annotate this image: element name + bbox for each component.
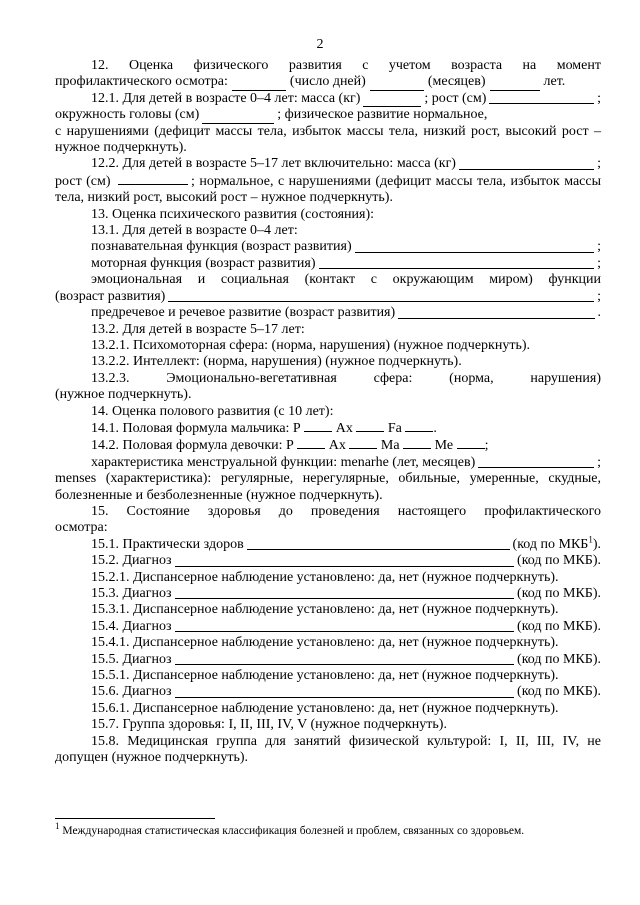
s12-line1: 12. Оценка физического развития с учетом возраста на момент	[91, 58, 601, 73]
diag4-row	[55, 619, 601, 635]
boy-ax-label: Ах	[335, 420, 353, 436]
girl-ax-blank	[349, 437, 377, 449]
boy-fa-blank	[405, 420, 433, 432]
diag5-blank	[175, 663, 515, 665]
girl-formula	[55, 437, 601, 454]
mkb-label: (код по МКБ).	[517, 618, 601, 634]
menarhe-row	[55, 455, 601, 471]
mkb-text: (код по МКБ	[512, 536, 589, 552]
period: .	[433, 420, 437, 436]
s12-line2	[55, 74, 601, 90]
girl-ma-label: Ма	[380, 438, 400, 454]
phys-dev-label: ; физическое развитие нормальное,	[277, 107, 488, 123]
healthy-label: 15.1. Практически здоров	[91, 536, 244, 552]
s13-2-2: 13.2.2. Интеллект: (норма, нарушения) (нужное подчеркнуть).	[91, 354, 462, 370]
emotional-row	[55, 289, 601, 305]
motor-label: моторная функция (возраст развития)	[91, 255, 316, 271]
healthy-blank	[247, 548, 510, 550]
boy-fa-label: Fa	[387, 420, 402, 436]
disp4: 15.4.1. Диспансерное наблюдение установлено: да, нет (нужное подчеркнуть).	[91, 635, 559, 651]
height-blank	[489, 102, 594, 104]
s12-2-line1	[55, 156, 601, 172]
mkb-label	[512, 534, 601, 553]
footnote-separator	[55, 818, 215, 819]
mkb-label: (код по МКБ).	[517, 684, 601, 700]
s13-title: 13. Оценка психического развития (состояния):	[91, 206, 375, 222]
cognitive-blank	[355, 251, 595, 253]
s12-1-line1	[55, 91, 601, 107]
menses-text: menses (характеристика): регулярные, нерегулярные, обильные, умеренные, скудные, болезненные и безболезненные (нужное подчеркнуть).	[55, 471, 601, 503]
diag3-row	[55, 586, 601, 602]
months-label: (месяцев)	[427, 74, 486, 90]
document-body	[55, 58, 601, 766]
girl-me-blank	[457, 437, 485, 449]
disp6: 15.6.1. Диспансерное наблюдение установлено: да, нет (нужное подчеркнуть).	[91, 700, 559, 716]
cognitive-row	[55, 239, 601, 255]
motor-row	[55, 256, 601, 272]
health-group: 15.7. Группа здоровья: I, II, III, IV, V (нужное подчеркнуть).	[91, 717, 447, 733]
s13-2-3-line1: 13.2.3. Эмоционально-вегетативная сфера: (норма, нарушения)	[91, 370, 601, 386]
s15-title-line2: осмотра:	[55, 520, 108, 536]
mkb-label: (код по МКБ).	[517, 553, 601, 569]
years-blank	[490, 79, 540, 91]
diag2-row	[55, 553, 601, 569]
boy-ax-blank	[356, 420, 384, 432]
weight-blank	[363, 95, 421, 107]
height-5-17-blank	[118, 173, 188, 185]
mkb-label: (код по МКБ).	[517, 651, 601, 667]
semicolon: ;	[484, 438, 489, 454]
menarhe-blank	[478, 466, 594, 468]
diag6-label: 15.6. Диагноз	[91, 684, 172, 700]
girl-ma-blank	[403, 437, 431, 449]
boy-label: 14.1. Половая формула мальчика: Р	[91, 420, 301, 436]
diag2-blank	[175, 565, 515, 567]
medical-group: 15.8. Медицинская группа для занятий физической культурой: I, II, III, IV, не допущен (нужное подчеркнуть).	[55, 733, 601, 766]
speech-label: предречевое и речевое развитие (возраст развития)	[91, 305, 396, 321]
motor-blank	[319, 267, 595, 269]
s12-2-line2	[55, 173, 601, 207]
mkb-end: ).	[592, 536, 601, 552]
boy-p-blank	[304, 420, 332, 432]
mkb-label: (код по МКБ).	[517, 586, 601, 601]
girl-p-blank	[297, 437, 325, 449]
weight-5-17-label: 12.2. Для детей в возрасте 5–17 лет включительно: масса (кг)	[91, 156, 456, 172]
s14-title: 14. Оценка полового развития (с 10 лет):	[91, 403, 334, 419]
weight-5-17-blank	[459, 168, 594, 170]
s13-1-title: 13.1. Для детей в возрасте 0–4 лет:	[91, 223, 298, 239]
page-number: 2	[316, 37, 324, 52]
days-blank	[232, 79, 286, 91]
semicolon: ;	[597, 90, 601, 106]
diag6-blank	[175, 696, 515, 698]
disp2: 15.2.1. Диспансерное наблюдение установлено: да, нет (нужное подчеркнуть).	[91, 569, 559, 585]
height-label: ; рост (см)	[424, 90, 487, 106]
speech-blank	[398, 317, 594, 319]
footnote-mark: 1	[55, 821, 60, 832]
height-5-17-label: рост (см)	[55, 173, 111, 189]
diag5-row	[55, 652, 601, 668]
footnote	[55, 821, 615, 838]
weight-label: 12.1. Для детей в возрасте 0–4 лет: масса (кг)	[91, 90, 361, 106]
s13-2-1: 13.2.1. Психомоторная сфера: (норма, нарушения) (нужное подчеркнуть).	[91, 337, 531, 353]
diag4-label: 15.4. Диагноз	[91, 618, 172, 634]
emotional-label: (возраст развития)	[55, 288, 166, 304]
diag6-row	[55, 684, 601, 700]
girl-ax-label: Ах	[328, 438, 346, 454]
menarhe-label: характеристика менструальной функции: menarhe (лет, месяцев)	[91, 454, 476, 470]
semicolon: ;	[597, 288, 601, 304]
s12-2-text: ; нормальное, с нарушениями (дефицит массы тела, избыток массы тела, низкий рост, высокий рост – нужное подчеркнуть).	[55, 173, 602, 206]
speech-row	[55, 305, 601, 321]
semicolon: ;	[597, 454, 601, 470]
boy-formula	[55, 420, 601, 437]
semicolon: ;	[597, 239, 601, 255]
emotional-line1: эмоциональная и социальная (контакт с окружающим миром) функции	[91, 272, 601, 288]
girl-label: 14.2. Половая формула девочки: Р	[91, 438, 294, 454]
diag2-label: 15.2. Диагноз	[91, 553, 172, 569]
s12-label: профилактического осмотра:	[55, 74, 228, 90]
emotional-blank	[168, 300, 594, 302]
diag4-blank	[175, 630, 515, 632]
disp3: 15.3.1. Диспансерное наблюдение установлено: да, нет (нужное подчеркнуть).	[91, 602, 559, 618]
semicolon: ;	[597, 255, 601, 271]
diag3-label: 15.3. Диагноз	[91, 586, 172, 601]
head-label: окружность головы (см)	[55, 107, 200, 123]
footnote-text: Международная статистическая классификация болезней и проблем, связанных со здоровьем.	[59, 825, 525, 837]
s13-2-title: 13.2. Для детей в возрасте 5–17 лет:	[91, 321, 305, 337]
diag3-blank	[175, 597, 515, 599]
s12-1-line3: с нарушениями (дефицит массы тела, избыток массы тела, низкий рост, высокий рост – нужное подчеркнуть).	[55, 123, 601, 156]
diag5-label: 15.5. Диагноз	[91, 651, 172, 667]
head-blank	[202, 112, 274, 124]
cognitive-label: познавательная функция (возраст развития)	[91, 239, 352, 255]
s13-2-3-line2: (нужное подчеркнуть).	[55, 387, 192, 403]
footnote-ref: 1	[588, 534, 593, 545]
disp5: 15.5.1. Диспансерное наблюдение установлено: да, нет (нужное подчеркнуть).	[91, 668, 559, 684]
s15-title-line1: 15. Состояние здоровья до проведения настоящего профилактического	[91, 503, 601, 519]
years-label: лет.	[543, 74, 566, 90]
months-blank	[370, 79, 424, 91]
s15-1-row	[55, 534, 601, 553]
period: .	[597, 305, 601, 321]
girl-me-label: Ме	[434, 438, 454, 454]
days-label: (число дней)	[289, 74, 366, 90]
semicolon: ;	[597, 156, 601, 172]
s12-1-line2	[55, 107, 601, 123]
